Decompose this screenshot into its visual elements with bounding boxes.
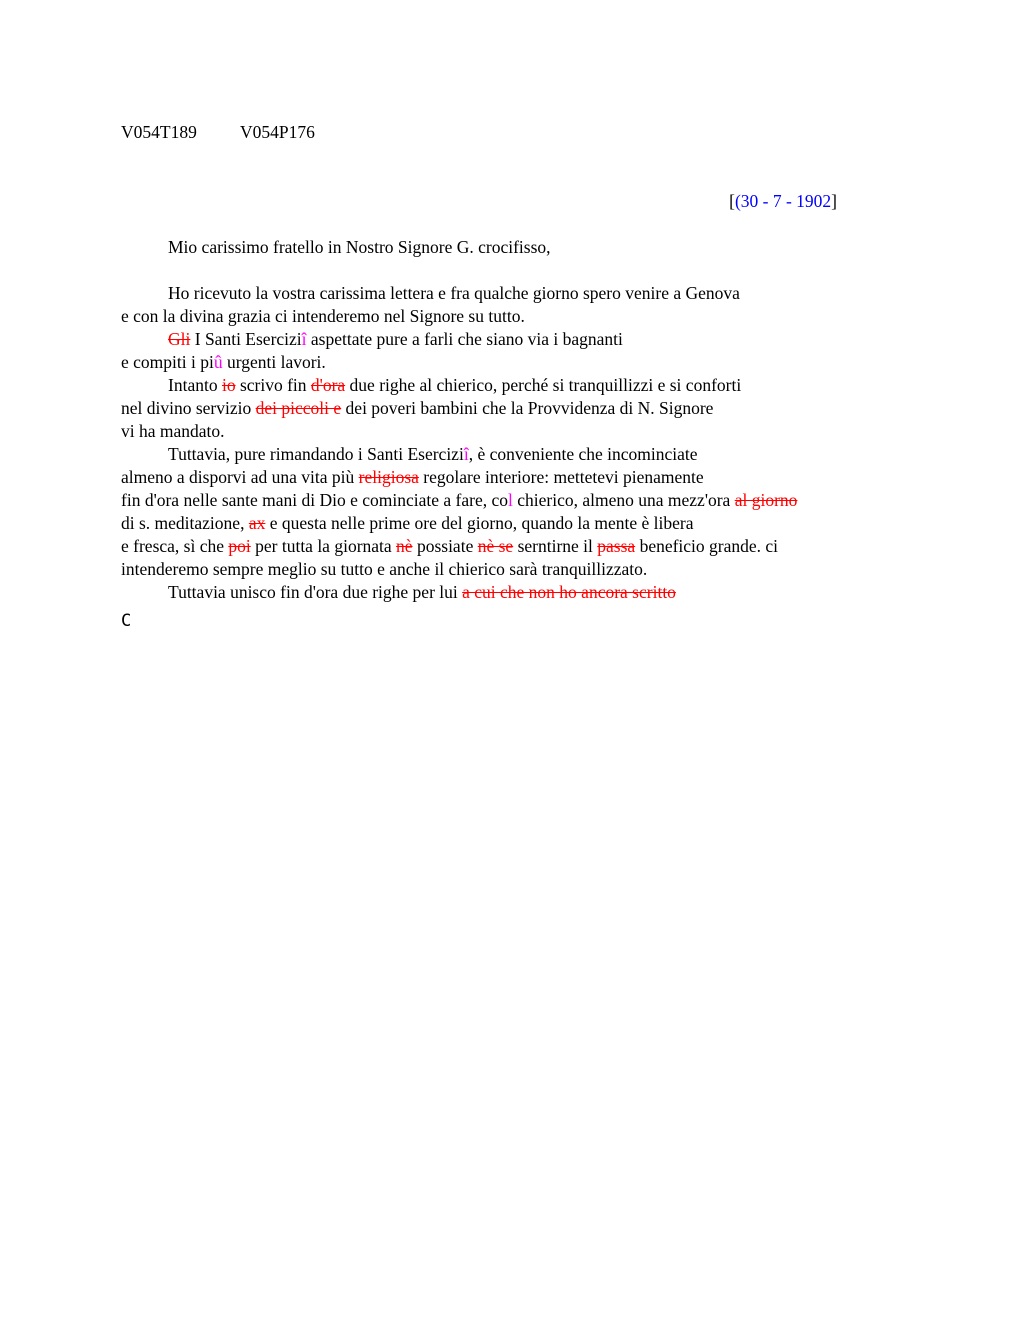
text-run: possiate (412, 536, 478, 556)
body-line-10 (121, 489, 797, 512)
insertion: î (463, 444, 469, 464)
text-run: I Santi Esercizi (190, 329, 302, 349)
deletion: dei piccoli e (255, 398, 342, 418)
text-run: regolare interiore: mettetevi pienamente (418, 467, 704, 487)
body-line-1: Ho ricevuto la vostra carissima lettera e fra qualche giorno spero venire a Genova (168, 283, 740, 303)
volume-text-id: V054T189 (121, 122, 197, 142)
date-close-bracket: ] (831, 191, 837, 211)
deletion: Gli (168, 329, 191, 349)
deletion: poi (228, 536, 251, 556)
text-run: di s. meditazione, (121, 513, 249, 533)
text-run: Tuttavia unisco fin d'ora due righe per lui (168, 582, 463, 602)
text-run: fin d'ora nelle sante mani di Dio e cominciate a fare, co (121, 490, 509, 510)
text-run: dei poveri bambini che la Provvidenza di N. Signore (341, 398, 714, 418)
text-run: , è conveniente che incominciate (468, 444, 698, 464)
body-line-11 (121, 512, 693, 535)
volume-page-id: V054P176 (240, 122, 315, 142)
footer-mark: C (121, 611, 132, 631)
date-open-bracket: [ (729, 191, 735, 211)
deletion: d'ora (310, 375, 346, 395)
deletion: ax (248, 513, 266, 533)
letter-date (729, 190, 837, 213)
text-run: Intanto (168, 375, 222, 395)
text-run: Tuttavia, pure rimandando i Santi Esercizi (168, 444, 464, 464)
deletion: a cui che non ho ancora scritto (462, 582, 676, 602)
text-run: e questa nelle prime ore del giorno, quando la mente è libera (265, 513, 694, 533)
text-run: e fresca, sì che (121, 536, 229, 556)
text-run: aspettate pure a farli che siano via i bagnanti (306, 329, 623, 349)
deletion: nè se (477, 536, 514, 556)
insertion: l (508, 490, 513, 510)
deletion: nè (396, 536, 413, 556)
body-line-14 (168, 581, 676, 604)
body-line-6 (121, 397, 713, 420)
body-line-5 (168, 374, 741, 397)
text-run: urgenti lavori. (222, 352, 326, 372)
insertion: î (301, 329, 307, 349)
insertion: û (213, 352, 223, 372)
deletion: passa (597, 536, 636, 556)
date-value: (30 - 7 - 1902 (734, 191, 832, 211)
body-line-4 (121, 351, 326, 374)
deletion: io (221, 375, 236, 395)
text-run: serntirne il (513, 536, 598, 556)
text-run: scrivo fin (235, 375, 311, 395)
text-run: per tutta la giornata (250, 536, 397, 556)
body-line-2: e con la divina grazia ci intenderemo nel Signore su tutto. (121, 306, 525, 326)
body-line-13: intenderemo sempre meglio su tutto e anche il chierico sarà tranquillizzato. (121, 559, 648, 579)
text-run: nel divino servizio (121, 398, 256, 418)
body-line-3 (168, 328, 623, 351)
body-line-12 (121, 535, 778, 558)
text-run: due righe al chierico, perché si tranquillizzi e si conforti (345, 375, 742, 395)
body-line-9 (121, 466, 704, 489)
salutation: Mio carissimo fratello in Nostro Signore G. crocifisso, (168, 237, 551, 257)
body-line-8 (168, 443, 698, 466)
body-line-7: vi ha mandato. (121, 421, 225, 441)
text-run: almeno a disporvi ad una vita più (121, 467, 359, 487)
text-run: e compiti i pi (121, 352, 214, 372)
text-run: chierico, almeno una mezz'ora (512, 490, 735, 510)
deletion: al giorno (734, 490, 798, 510)
text-run: beneficio grande. ci (635, 536, 779, 556)
deletion: religiosa (358, 467, 419, 487)
